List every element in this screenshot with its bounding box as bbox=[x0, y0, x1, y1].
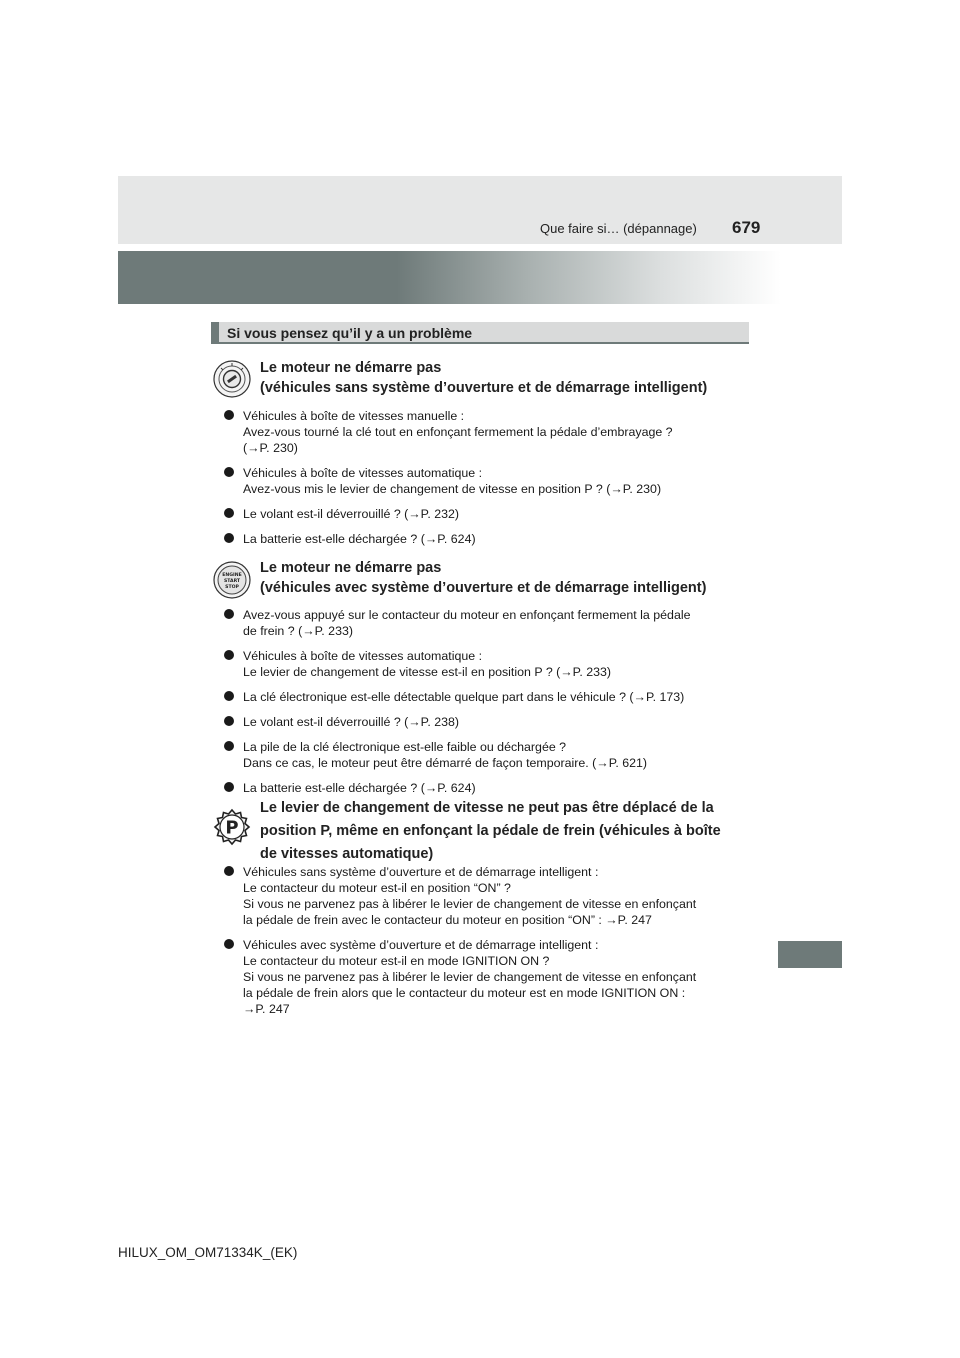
bullet-icon bbox=[224, 741, 234, 751]
section-title: Que faire si… (dépannage) bbox=[540, 221, 697, 236]
bullet-icon bbox=[224, 866, 234, 876]
item-line: Le contacteur du moteur est-il en position “ON” ? bbox=[243, 881, 511, 895]
block-title bbox=[260, 558, 750, 598]
title-line: (véhicules sans système d’ouverture et de démarrage intelligent) bbox=[260, 380, 708, 396]
list-item bbox=[224, 506, 744, 522]
item-line: La pile de la clé électronique est-elle faible ou déchargée ? bbox=[243, 740, 567, 754]
list-item bbox=[224, 607, 744, 639]
item-line: Si vous ne parvenez pas à libérer le levier de changement de vitesse en enfonçant bbox=[243, 897, 697, 911]
item-line: →P. 247 bbox=[243, 1002, 290, 1016]
icon-label: P bbox=[225, 817, 239, 839]
item-line: Si vous ne parvenez pas à libérer le levier de changement de vitesse en enfonçant bbox=[243, 970, 697, 984]
bullet-icon bbox=[224, 467, 234, 477]
item-line: de frein ? (→P. 233) bbox=[243, 624, 353, 638]
title-line: Le levier de changement de vitesse ne peut pas être déplacé de la bbox=[260, 800, 714, 816]
park-gear-icon bbox=[213, 808, 251, 846]
item-line: La batterie est-elle déchargée ? (→P. 624) bbox=[243, 781, 476, 795]
bullet-icon bbox=[224, 782, 234, 792]
block-title bbox=[260, 797, 750, 866]
item-line: Avez-vous tourné la clé tout en enfonçant fermement la pédale d’embrayage ? bbox=[243, 425, 673, 439]
document-footer: HILUX_OM_OM71334K_(EK) bbox=[118, 1245, 298, 1260]
ignition-key-icon bbox=[213, 360, 251, 398]
item-line: Le levier de changement de vitesse est-il en position P ? (→P. 233) bbox=[243, 665, 612, 679]
bullet-icon bbox=[224, 533, 234, 543]
bullet-icon bbox=[224, 410, 234, 420]
bullet-icon bbox=[224, 650, 234, 660]
list-item bbox=[224, 739, 744, 771]
item-line: Le contacteur du moteur est-il en mode IGNITION ON ? bbox=[243, 954, 550, 968]
list-item bbox=[224, 408, 744, 456]
page-number: 679 bbox=[732, 218, 761, 237]
list-item bbox=[224, 465, 744, 497]
subheading: Si vous pensez qu’il y a un problème bbox=[211, 322, 749, 344]
bullet-icon bbox=[224, 939, 234, 949]
bullet-list bbox=[224, 864, 744, 1026]
icon-label: START bbox=[223, 579, 241, 584]
chapter-gradient-band bbox=[118, 251, 781, 304]
item-line: Véhicules à boîte de vitesses manuelle : bbox=[243, 409, 465, 423]
engine-start-stop-icon bbox=[213, 561, 251, 599]
item-line: Véhicules à boîte de vitesses automatique : bbox=[243, 649, 483, 663]
bullet-icon bbox=[224, 508, 234, 518]
list-item bbox=[224, 714, 744, 730]
list-item bbox=[224, 780, 744, 796]
item-line: La batterie est-elle déchargée ? (→P. 624) bbox=[243, 532, 476, 546]
bullet-icon bbox=[224, 691, 234, 701]
title-line: Le moteur ne démarre pas bbox=[260, 360, 442, 376]
list-item bbox=[224, 689, 744, 705]
item-line: Dans ce cas, le moteur peut être démarré de façon temporaire. (→P. 621) bbox=[243, 756, 648, 770]
icon-label: STOP bbox=[225, 585, 239, 590]
item-line: Véhicules avec système d’ouverture et de démarrage intelligent : bbox=[243, 938, 599, 952]
bullet-icon bbox=[224, 609, 234, 619]
list-item bbox=[224, 864, 744, 928]
item-line: La clé électronique est-elle détectable quelque part dans le véhicule ? (→P. 173) bbox=[243, 690, 685, 704]
list-item bbox=[224, 648, 744, 680]
item-line: (→P. 230) bbox=[243, 441, 298, 455]
title-line: Le moteur ne démarre pas bbox=[260, 560, 442, 576]
item-line: la pédale de frein alors que le contacteur du moteur est en mode IGNITION ON : bbox=[243, 986, 686, 1000]
list-item bbox=[224, 531, 744, 547]
item-line: Avez-vous mis le levier de changement de vitesse en position P ? (→P. 230) bbox=[243, 482, 662, 496]
title-line: position P, même en enfonçant la pédale de frein (véhicules à boîte bbox=[260, 823, 721, 839]
item-line: Avez-vous appuyé sur le contacteur du moteur en enfonçant fermement la pédale bbox=[243, 608, 691, 622]
title-line: (véhicules avec système d’ouverture et de démarrage intelligent) bbox=[260, 580, 707, 596]
bullet-list bbox=[224, 408, 744, 556]
title-line: de vitesses automatique) bbox=[260, 846, 434, 862]
bullet-icon bbox=[224, 716, 234, 726]
icon-label: ENGINE bbox=[222, 573, 242, 578]
item-line: Véhicules à boîte de vitesses automatique : bbox=[243, 466, 483, 480]
block-title bbox=[260, 358, 750, 398]
chapter-side-tab bbox=[778, 941, 842, 968]
item-line: Véhicules sans système d’ouverture et de démarrage intelligent : bbox=[243, 865, 599, 879]
item-line: Le volant est-il déverrouillé ? (→P. 238) bbox=[243, 715, 460, 729]
item-line: la pédale de frein avec le contacteur du moteur en position “ON” : →P. 247 bbox=[243, 913, 652, 927]
item-line: Le volant est-il déverrouillé ? (→P. 232) bbox=[243, 507, 460, 521]
bullet-list bbox=[224, 607, 744, 805]
list-item bbox=[224, 937, 744, 1017]
